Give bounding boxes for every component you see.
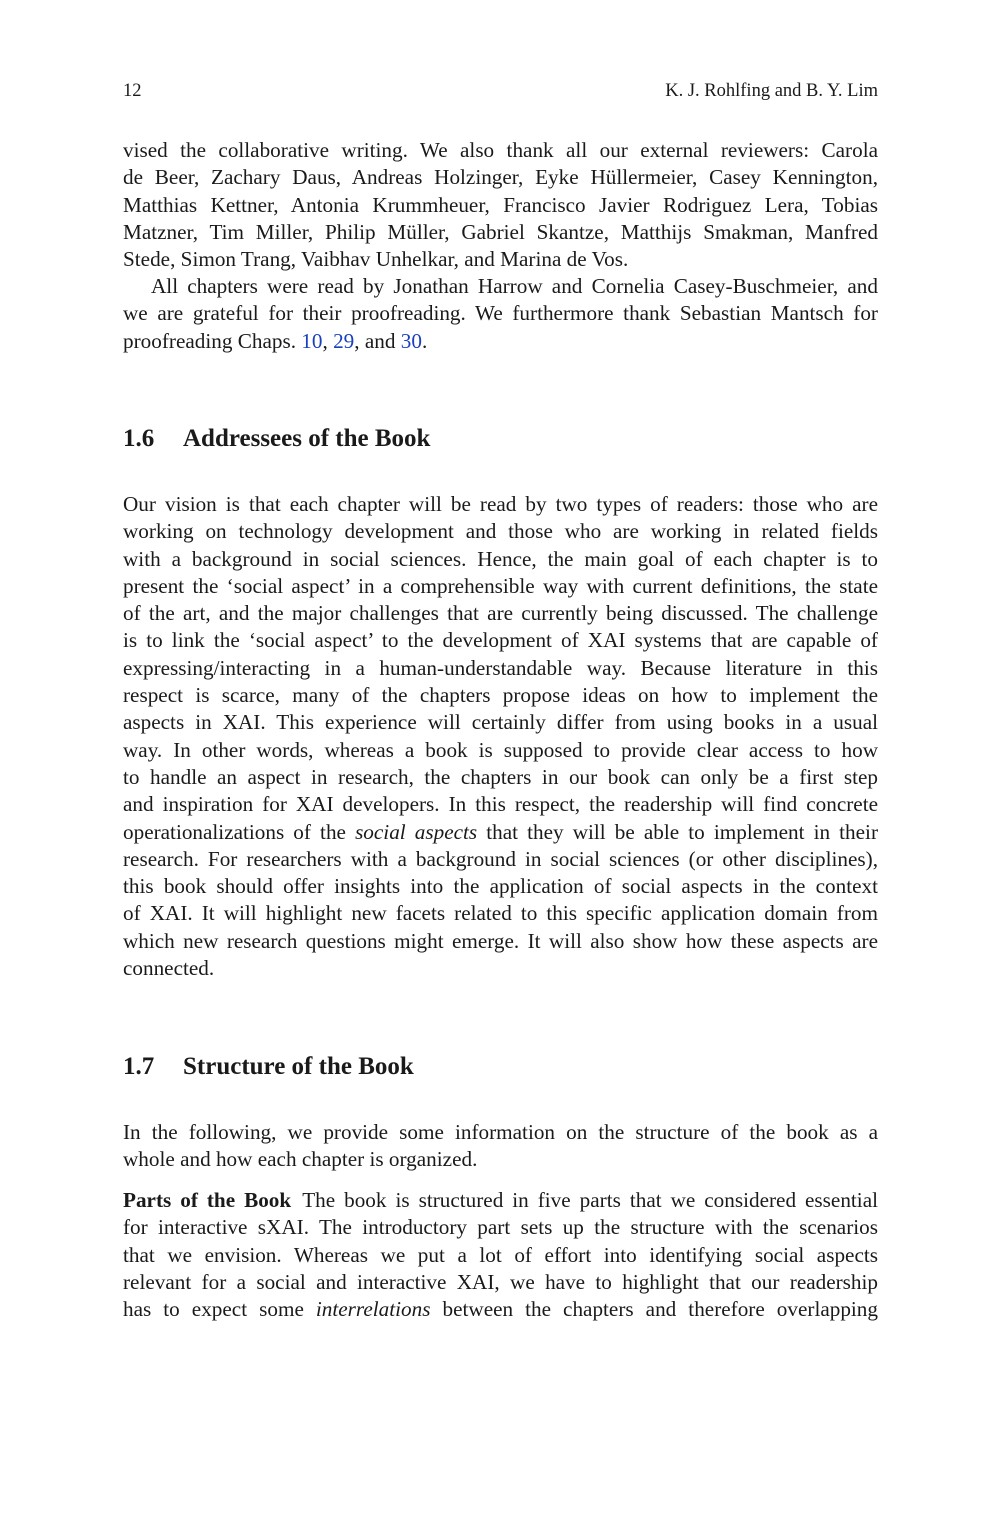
italic-term: social aspects xyxy=(355,819,478,844)
section-number: 1.6 xyxy=(123,425,155,452)
text-line: research. For researchers with a background in social sciences (or other disciplines), xyxy=(123,846,878,871)
chapter-link-10[interactable]: 10 xyxy=(301,328,323,353)
text-line: this book should offer insights into the application of social aspects in the context xyxy=(123,874,878,899)
text-line: way. In other words, whereas a book is supposed to provide clear access to how xyxy=(123,737,878,762)
text-line: expressing/interacting in a human-understandable way. Because literature in this xyxy=(123,655,878,680)
text-line: Matthias Kettner, Antonia Krummheuer, Francisco Javier Rodriguez Lera, Tobias xyxy=(123,192,878,217)
text-line: of the art, and the major challenges that are currently being discussed. The challenge xyxy=(123,601,878,626)
text-fragment: The book is structured in five parts that we considered essential xyxy=(302,1188,878,1212)
text-fragment: proofreading Chaps. xyxy=(123,328,302,353)
text-line: of XAI. It will highlight new facets related to this specific application domain from xyxy=(123,901,878,926)
text-line: for interactive sXAI. The introductory part sets up the structure with the scenarios xyxy=(123,1215,878,1240)
text-line: Stede, Simon Trang, Vaibhav Unhelkar, and Marina de Vos. xyxy=(123,247,629,272)
text-fragment: operationalizations of the xyxy=(123,819,356,844)
text-line: aspects in XAI. This experience will certainly differ from using books in a usual xyxy=(123,710,878,735)
section-heading-1-7 xyxy=(123,1052,878,1082)
text-fragment: that they will be able to implement in their xyxy=(477,819,878,844)
section-title: Structure of the Book xyxy=(183,1053,414,1080)
text-line: working on technology development and those who are working in related fields xyxy=(123,519,878,544)
paragraph-addressees xyxy=(123,491,878,982)
text-line: de Beer, Zachary Daus, Andreas Holzinger, Eyke Hüllermeier, Casey Kennington, xyxy=(123,165,878,190)
section-number: 1.7 xyxy=(123,1053,155,1080)
section-heading-1-6 xyxy=(123,424,878,454)
text-line: respect is scarce, many of the chapters propose ideas on how to implement the xyxy=(123,683,878,708)
text-line: connected. xyxy=(123,956,215,981)
text-line: which new research questions might emerge. It will also show how these aspects are xyxy=(123,928,878,953)
text-line: we are grateful for their proofreading. We furthermore thank Sebastian Mantsch for xyxy=(123,301,878,326)
paragraph-acknowledgements-reviewers xyxy=(123,137,878,273)
text-line: present the ‘social aspect’ in a comprehensible way with current definitions, the state xyxy=(123,573,878,598)
running-head-authors: K. J. Rohlfing and B. Y. Lim xyxy=(665,81,878,101)
text-line: and inspiration for XAI developers. In this respect, the readership will find concrete xyxy=(123,792,878,817)
run-in-heading: Parts of the Book xyxy=(123,1188,292,1212)
text-line: that we envision. Whereas we put a lot of effort into identifying social aspects xyxy=(123,1242,878,1267)
text-line: to handle an aspect in research, the chapters in our book can only be a first step xyxy=(123,764,878,789)
text-line-with-italic xyxy=(123,819,878,846)
text-fragment: between the chapters and therefore overlapping xyxy=(430,1297,878,1322)
text-line: vised the collaborative writing. We also thank all our external reviewers: Carola xyxy=(123,138,878,162)
text-line: whole and how each chapter is organized. xyxy=(123,1147,478,1172)
text-line: All chapters were read by Jonathan Harrow and Cornelia Casey-Buschmeier, and xyxy=(151,274,878,298)
text-line-with-chapter-links xyxy=(123,328,878,355)
text-line: Our vision is that each chapter will be read by two types of readers: those who are xyxy=(123,492,878,516)
paragraph-proofreading xyxy=(123,273,878,355)
text-fragment: . xyxy=(421,328,428,353)
section-title: Addressees of the Book xyxy=(183,425,431,452)
text-line: In the following, we provide some information on the structure of the book as a xyxy=(123,1120,878,1144)
chapter-link-29[interactable]: 29 xyxy=(333,328,355,353)
text-line: is to link the ‘social aspect’ to the development of XAI systems that are capable of xyxy=(123,628,878,653)
text-fragment: , and xyxy=(354,328,401,353)
text-line: with a background in social sciences. Hence, the main goal of each chapter is to xyxy=(123,546,878,571)
text-fragment: , xyxy=(322,328,334,353)
page-number: 12 xyxy=(123,81,142,101)
paragraph-parts-of-the-book xyxy=(123,1187,878,1323)
text-line: relevant for a social and interactive XAI, we have to highlight that our readership xyxy=(123,1269,878,1294)
running-head xyxy=(123,78,878,104)
text-fragment: has to expect some xyxy=(123,1297,316,1322)
paragraph-structure-intro xyxy=(123,1119,878,1174)
italic-term: interrelations xyxy=(315,1297,431,1322)
text-line: Matzner, Tim Miller, Philip Müller, Gabriel Skantze, Matthijs Smakman, Manfred xyxy=(123,219,878,244)
chapter-link-30[interactable]: 30 xyxy=(400,328,422,353)
text-line-with-italic xyxy=(123,1296,878,1323)
text-line-with-run-in-heading xyxy=(123,1187,878,1214)
